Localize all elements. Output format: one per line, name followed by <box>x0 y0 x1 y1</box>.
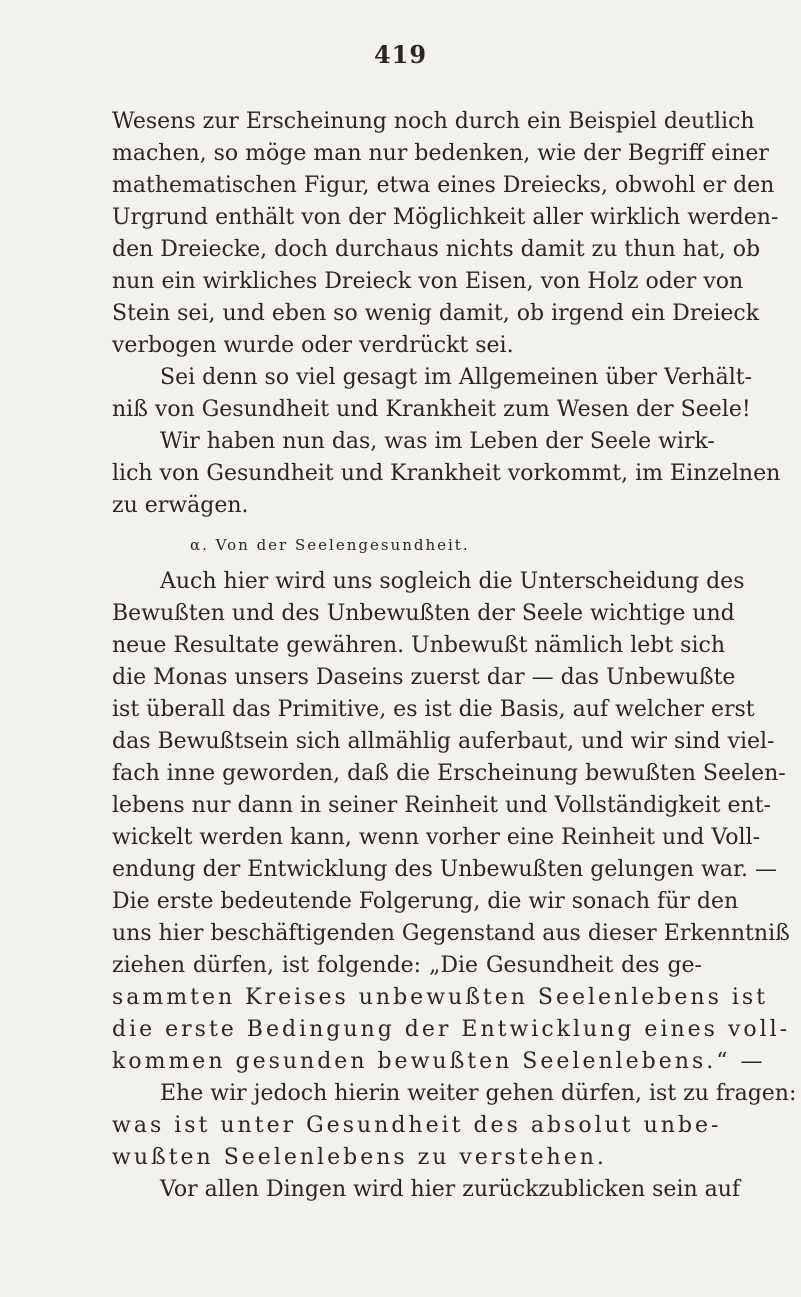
text-line: Auch hier wird uns sogleich die Unterscheidung des <box>160 569 745 594</box>
text-line: machen, so möge man nur bedenken, wie der Begriff einer <box>112 141 769 166</box>
text-line-emphasized: wußten Seelenlebens zu verstehen. <box>112 1145 607 1170</box>
text-line-emphasized: sammten Kreises unbewußten Seelenlebens ist <box>112 985 769 1010</box>
text-line: die Monas unsers Daseins zuerst dar — das Unbewußte <box>112 665 736 690</box>
text-line: nun ein wirkliches Dreieck von Eisen, von Holz oder von <box>112 269 744 294</box>
text-line: den Dreiecke, doch durchaus nichts damit zu thun hat, ob <box>112 237 761 262</box>
text-line: zu erwägen. <box>112 493 249 518</box>
text-line: das Bewußtsein sich allmählig auferbaut, und wir sind viel- <box>112 729 775 754</box>
text-line: lich von Gesundheit und Krankheit vorkommt, im Einzelnen <box>112 461 781 486</box>
text-line: ziehen dürfen, ist folgende: „Die Gesundheit des ge- <box>112 953 702 978</box>
page-number: 419 <box>373 40 428 69</box>
text-line-emphasized: kommen gesunden bewußten Seelenlebens.“ — <box>112 1049 766 1074</box>
text-line: Stein sei, und eben so wenig damit, ob irgend ein Dreieck <box>112 301 760 326</box>
text-line: mathematischen Figur, etwa eines Dreiecks, obwohl er den <box>112 173 775 198</box>
text-line: fach inne geworden, daß die Erscheinung bewußten Seelen- <box>112 761 786 786</box>
text-line: endung der Entwicklung des Unbewußten gelungen war. — <box>112 857 778 882</box>
text-line: Wir haben nun das, was im Leben der Seele wirk- <box>160 429 715 454</box>
text-line: Bewußten und des Unbewußten der Seele wichtige und <box>112 601 735 626</box>
text-line: Vor allen Dingen wird hier zurückzublicken sein auf <box>160 1177 741 1202</box>
text-line: uns hier beschäftigenden Gegenstand aus dieser Erkenntniß <box>112 921 790 946</box>
text-line: Die erste bedeutende Folgerung, die wir sonach für den <box>112 889 739 914</box>
text-line: verbogen wurde oder verdrückt sei. <box>112 333 514 358</box>
text-line: Ehe wir jedoch hierin weiter gehen dürfen, ist zu fragen: <box>160 1081 797 1106</box>
text-line: ist überall das Primitive, es ist die Basis, auf welcher erst <box>112 697 755 722</box>
text-line: lebens nur dann in seiner Reinheit und Vollständigkeit ent- <box>112 793 771 818</box>
text-line: neue Resultate gewähren. Unbewußt nämlich lebt sich <box>112 633 726 658</box>
text-line: wickelt werden kann, wenn vorher eine Reinheit und Voll- <box>112 825 761 850</box>
text-line-emphasized: die erste Bedingung der Entwicklung eines voll- <box>112 1017 791 1042</box>
text-line: Urgrund enthält von der Möglichkeit aller wirklich werden- <box>112 205 779 230</box>
text-line: niß von Gesundheit und Krankheit zum Wesen der Seele! <box>112 397 751 422</box>
text-line: Sei denn so viel gesagt im Allgemeinen über Verhält- <box>160 365 753 390</box>
text-line: Wesens zur Erscheinung noch durch ein Beispiel deutlich <box>112 109 755 134</box>
section-heading: α. Von der Seelengesundheit. <box>190 536 470 554</box>
text-line-emphasized: was ist unter Gesundheit des absolut unbe- <box>112 1113 722 1138</box>
